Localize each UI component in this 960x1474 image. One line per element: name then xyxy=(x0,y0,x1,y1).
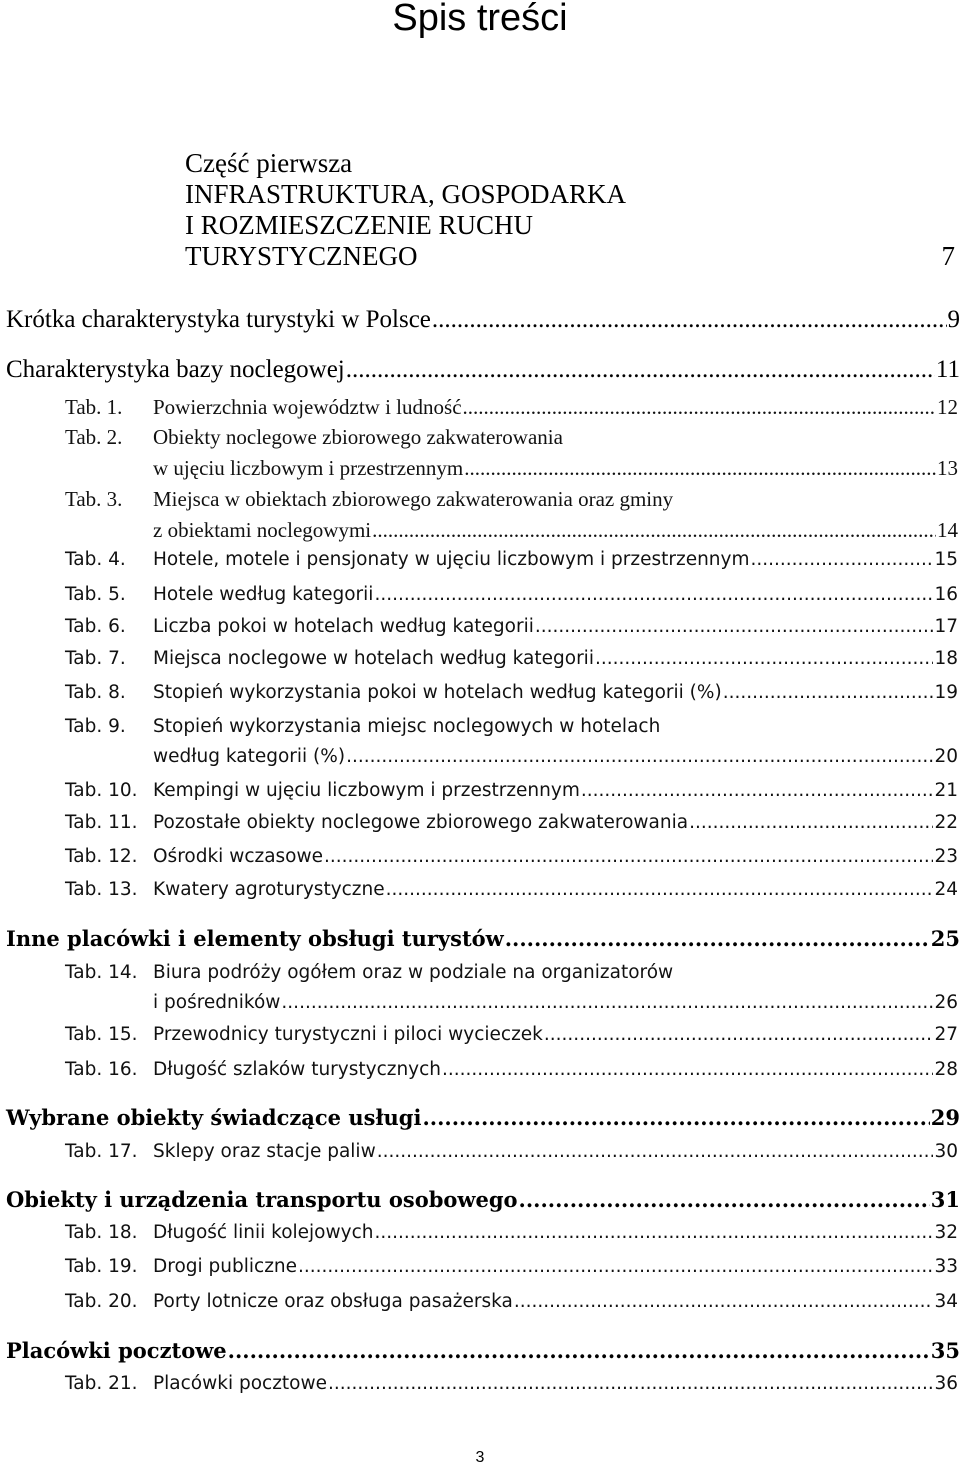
toc-entry-title: Miejsca w obiektach zbiorowego zakwaterowania oraz gminy xyxy=(153,487,674,511)
toc-entry-title: Charakterystyka bazy noclegowej xyxy=(6,356,345,383)
toc-entry-page: 32 xyxy=(934,1222,958,1243)
toc-table-number: Tab. 15. xyxy=(65,1024,138,1045)
dot-leader xyxy=(751,549,934,570)
toc-table-number: Tab. 14. xyxy=(65,962,138,983)
dot-leader xyxy=(723,682,934,703)
toc-entry-page: 29 xyxy=(930,1105,960,1130)
dot-leader xyxy=(281,992,933,1013)
toc-table-number: Tab. 18. xyxy=(65,1222,138,1243)
toc-entry-title: Długość szlaków turystycznych xyxy=(153,1059,442,1080)
toc-entry-title: Biura podróży ogółem oraz w podziale na organizatorów xyxy=(153,962,674,983)
toc-entry-page: 12 xyxy=(937,395,958,419)
toc-entry-page: 33 xyxy=(934,1256,958,1277)
dot-leader xyxy=(346,746,933,767)
toc-entry-title: Liczba pokoi w hotelach według kategorii xyxy=(153,616,534,637)
toc-entry-title: Kwatery agroturystyczne xyxy=(153,879,385,900)
dot-leader xyxy=(442,1059,933,1080)
toc-entry-title: Porty lotnicze oraz obsługa pasażerska xyxy=(153,1291,513,1312)
toc-table-number: Tab. 4. xyxy=(65,549,126,570)
toc-entry-title: Hotele, motele i pensjonaty w ujęciu liczbowym i przestrzennym xyxy=(153,549,750,570)
toc-entry-page: 19 xyxy=(934,682,958,703)
dot-leader xyxy=(374,584,933,605)
dot-leader xyxy=(228,1338,930,1363)
toc-entry-page: 22 xyxy=(934,812,958,833)
dot-leader xyxy=(324,846,933,867)
toc-table-number: Tab. 20. xyxy=(65,1291,138,1312)
toc-entry-page: 13 xyxy=(937,456,958,480)
toc-entry-title: Stopień wykorzystania pokoi w hotelach według kategorii (%) xyxy=(153,682,722,703)
toc-table-number: Tab. 13. xyxy=(65,879,138,900)
toc-entry-page: 20 xyxy=(934,746,958,767)
part-heading xyxy=(185,148,955,272)
dot-leader xyxy=(595,648,933,669)
dot-leader xyxy=(689,812,933,833)
toc-table-number: Tab. 3. xyxy=(65,487,123,511)
dot-leader xyxy=(581,780,934,801)
toc-entry-page: 30 xyxy=(934,1141,958,1162)
toc-table-number: Tab. 16. xyxy=(65,1059,138,1080)
toc-entry-page: 31 xyxy=(930,1187,960,1212)
dot-leader xyxy=(372,518,936,543)
toc-entry-page: 16 xyxy=(934,584,958,605)
toc-entry-page: 36 xyxy=(934,1373,958,1394)
toc-entry-title: Stopień wykorzystania miejsc noclegowych w hotelach xyxy=(153,716,661,737)
toc-entry-title: według kategorii (%) xyxy=(153,746,346,767)
toc-entry-title: Przewodnicy turystyczni i piloci wycieczek xyxy=(153,1024,543,1045)
part-page-number: 7 xyxy=(941,241,955,271)
dot-leader xyxy=(328,1373,933,1394)
toc-entry-page: 25 xyxy=(930,926,960,951)
dot-leader xyxy=(432,306,947,334)
toc-entry-title: Długość linii kolejowych xyxy=(153,1222,374,1243)
toc-entry-title: Drogi publiczne xyxy=(153,1256,298,1277)
toc-table-number: Tab. 12. xyxy=(65,846,138,867)
toc-entry-page: 26 xyxy=(934,992,958,1013)
toc-table-number: Tab. 7. xyxy=(65,648,126,669)
dot-leader xyxy=(422,1105,929,1130)
toc-entry-title: Sklepy oraz stacje paliw xyxy=(153,1141,376,1162)
part-heading-line: INFRASTRUKTURA, GOSPODARKA xyxy=(185,179,627,209)
toc-entry-title: Kempingi w ujęciu liczbowym i przestrzennym xyxy=(153,780,580,801)
toc-entry-title: Placówki pocztowe xyxy=(153,1373,328,1394)
toc-entry-title: Pozostałe obiekty noclegowe zbiorowego zakwaterowania xyxy=(153,812,689,833)
toc-table-number: Tab. 1. xyxy=(65,395,123,419)
toc-table-number: Tab. 11. xyxy=(65,812,138,833)
toc-entry-page: 15 xyxy=(934,549,958,570)
toc-entry-title: Krótka charakterystyka turystyki w Polsce xyxy=(6,306,431,333)
page-title: Spis treści xyxy=(392,0,568,39)
toc-entry-title: i pośredników xyxy=(153,992,281,1013)
toc-entry-title: Obiekty i urządzenia transportu osobowego xyxy=(6,1187,518,1212)
toc-entry-title: Placówki pocztowe xyxy=(6,1338,227,1363)
toc-entry-page: 28 xyxy=(934,1059,958,1080)
part-heading-line: I ROZMIESZCZENIE RUCHU xyxy=(185,210,533,240)
dot-leader xyxy=(386,879,934,900)
toc-entry-title: Obiekty noclegowe zbiorowego zakwaterowania xyxy=(153,425,563,449)
toc-entry-title: Inne placówki i elementy obsługi turystów xyxy=(6,926,504,951)
toc-table-number: Tab. 21. xyxy=(65,1373,138,1394)
toc-entry-title: w ujęciu liczbowym i przestrzennym xyxy=(153,456,464,480)
dot-leader xyxy=(464,456,936,481)
dot-leader xyxy=(346,356,935,384)
dot-leader xyxy=(514,1291,934,1312)
toc-table-number: Tab. 8. xyxy=(65,682,126,703)
dot-leader xyxy=(463,395,936,420)
toc-table-number: Tab. 5. xyxy=(65,584,126,605)
toc-entry-page: 23 xyxy=(934,846,958,867)
toc-entry-page: 21 xyxy=(934,780,958,801)
toc-table-number: Tab. 2. xyxy=(65,425,123,449)
dot-leader xyxy=(298,1256,933,1277)
toc-table-number: Tab. 10. xyxy=(65,780,138,801)
toc-entry-title: Powierzchnia województw i ludność xyxy=(153,395,462,419)
toc-entry-page: 27 xyxy=(934,1024,958,1045)
toc-entry-page: 9 xyxy=(947,306,960,333)
toc-entry-page: 18 xyxy=(934,648,958,669)
toc-entry-title: Ośrodki wczasowe xyxy=(153,846,324,867)
toc-table-number: Tab. 6. xyxy=(65,616,126,637)
toc-entry-page: 24 xyxy=(934,879,958,900)
toc-table-number: Tab. 19. xyxy=(65,1256,138,1277)
dot-leader xyxy=(505,926,930,951)
dot-leader xyxy=(535,616,934,637)
dot-leader xyxy=(544,1024,934,1045)
toc-entry-page: 35 xyxy=(930,1338,960,1363)
page-number: 3 xyxy=(475,1449,485,1466)
toc-entry-title: Miejsca noclegowe w hotelach według kategorii xyxy=(153,648,594,669)
dot-leader xyxy=(377,1141,934,1162)
toc-entry-page: 34 xyxy=(934,1291,958,1312)
toc-entry-title: z obiektami noclegowymi xyxy=(153,518,372,542)
part-heading-line: Część pierwsza xyxy=(185,148,353,178)
dot-leader xyxy=(519,1187,930,1212)
toc-entry-page: 14 xyxy=(937,518,958,542)
toc-table-number: Tab. 9. xyxy=(65,716,126,737)
toc-table-number: Tab. 17. xyxy=(65,1141,138,1162)
toc-entry-title: Wybrane obiekty świadczące usługi xyxy=(6,1105,422,1130)
toc-entry-title: Hotele według kategorii xyxy=(153,584,374,605)
toc-entry-page: 17 xyxy=(934,616,958,637)
dot-leader xyxy=(374,1222,933,1243)
part-heading-line: TURYSTYCZNEGO xyxy=(185,241,418,271)
toc-entry-page: 11 xyxy=(935,356,960,383)
